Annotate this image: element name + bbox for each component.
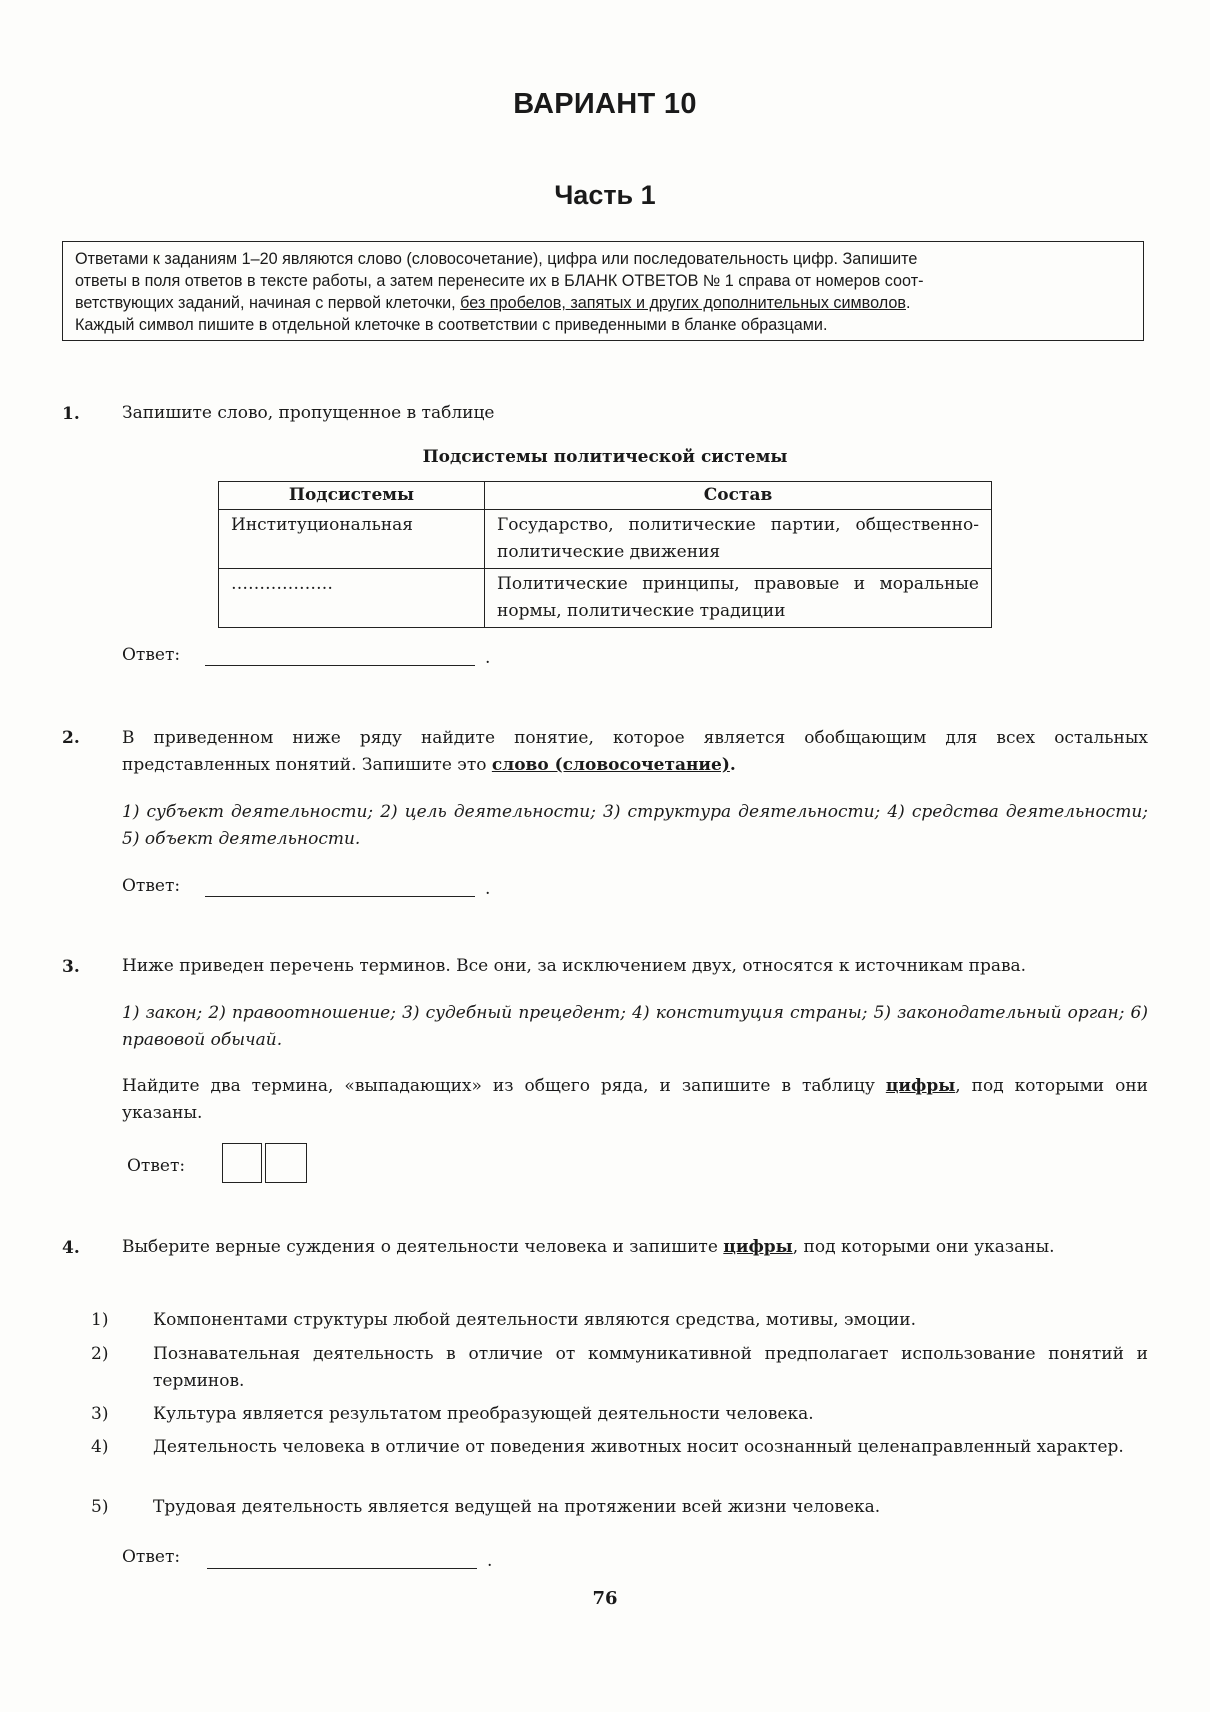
instruction-text: , под которыми они указаны. (122, 1076, 1148, 1123)
task-instruction (122, 1073, 1148, 1127)
prompt-emphasis: слово (словосочетание) (491, 755, 730, 775)
answer-label: Ответ: (127, 1156, 186, 1176)
answer-dot: . (485, 879, 491, 899)
prompt-text: Выберите верные суждения о деятельности человека и запишите (122, 1237, 724, 1257)
task-options: 1) закон; 2) правоотношение; 3) судебный прецедент; 4) конституция страны; 5) законодательный орган; 6) правовой обычай. (122, 1003, 1148, 1050)
prompt-text: . (729, 755, 736, 775)
item-text: Деятельность человека в отличие от поведения животных носит осознанный целенаправленный характер. (153, 1437, 1124, 1457)
task-number: 2. (62, 728, 80, 748)
instruction-text: Найдите два термина, «выпадающих» из общего ряда, и запишите в таблицу (122, 1076, 886, 1096)
answer-label: Ответ: (122, 876, 181, 896)
instruction-emphasis: цифры (885, 1076, 956, 1096)
list-item (91, 1401, 1148, 1428)
task-number: 4. (62, 1238, 80, 1258)
item-number: 3) (91, 1404, 109, 1424)
answer-label: Ответ: (122, 1547, 181, 1567)
task-prompt: Ниже приведен перечень терминов. Все они, за исключением двух, относятся к источникам права. (122, 956, 1027, 976)
list-item (91, 1341, 1148, 1395)
instructions-underlined: без пробелов, запятых и других дополнительных символов (460, 294, 906, 312)
answer-cell-1[interactable] (222, 1143, 262, 1183)
table-row (219, 569, 992, 628)
list-item (91, 1434, 1148, 1461)
task-options: 1) субъект деятельности; 2) цель деятельности; 3) структура деятельности; 4) средства деятельности; 5) объект деятельности. (122, 802, 1148, 849)
item-text: Трудовая деятельность является ведущей на протяжении всей жизни человека. (153, 1497, 881, 1517)
table-cell: Институциональная (219, 510, 485, 569)
item-number: 4) (91, 1437, 109, 1457)
task-number: 3. (62, 957, 80, 977)
item-text: Культура является результатом преобразующей деятельности человека. (153, 1404, 814, 1424)
list-item (91, 1494, 1148, 1521)
answer-label: Ответ: (122, 645, 181, 665)
item-text: Познавательная деятельность в отличие от коммуникативной предполагает использование понятий и терминов. (153, 1344, 1148, 1391)
task-prompt (122, 725, 1148, 779)
table-cell: Политические принципы, правовые и моральные нормы, политические традиции (485, 569, 992, 628)
table-header: Состав (485, 482, 992, 510)
instructions-line (75, 292, 1131, 314)
item-number: 5) (91, 1497, 109, 1517)
answer-cell-2[interactable] (265, 1143, 307, 1183)
task-number: 1. (62, 404, 80, 424)
answer-field[interactable] (205, 876, 475, 897)
table-row (219, 510, 992, 569)
task-prompt (122, 1234, 1148, 1261)
instructions-line: Каждый символ пишите в отдельной клеточке в соответствии с приведенными в бланке образцами. (75, 316, 828, 334)
prompt-text: В приведенном ниже ряду найдите понятие, которое является обобщающим для всех остальных представленных понятий. Запишите это (122, 728, 1148, 775)
answer-field[interactable] (205, 645, 475, 666)
answer-dot: . (485, 648, 491, 668)
task-prompt: Запишите слово, пропущенное в таблице (122, 403, 495, 423)
instructions-line: Ответами к заданиям 1–20 являются слово (словосочетание), цифра или последовательность цифр. Запишите (75, 250, 918, 268)
item-number: 1) (91, 1310, 109, 1330)
table-cell: Государство, политические партии, общественно-политические движения (485, 510, 992, 569)
instructions-line: ответы в поля ответов в тексте работы, а затем перенесите их в БЛАНК ОТВЕТОВ № 1 справа от номеров соот- (75, 272, 924, 290)
page-number: 76 (592, 1588, 618, 1609)
answer-dot: . (487, 1551, 493, 1571)
table-cell-missing: ……………… (219, 569, 485, 628)
table-header: Подсистемы (219, 482, 485, 510)
table-title: Подсистемы политической системы (422, 447, 788, 467)
list-item (91, 1307, 1148, 1334)
instructions-box (62, 241, 1144, 341)
answer-field[interactable] (207, 1548, 477, 1569)
prompt-emphasis: цифры (723, 1237, 793, 1257)
table-header-row (219, 482, 992, 510)
item-number: 2) (91, 1344, 109, 1364)
part-title: Часть 1 (554, 180, 656, 210)
instructions-text: ветствующих заданий, начиная с первой клеточки, (75, 294, 461, 312)
prompt-text: , под которыми они указаны. (792, 1237, 1055, 1257)
instructions-text: . (905, 294, 911, 312)
subsystems-table (218, 481, 992, 628)
variant-title: ВАРИАНТ 10 (513, 88, 697, 120)
item-text: Компонентами структуры любой деятельности являются средства, мотивы, эмоции. (153, 1310, 916, 1330)
